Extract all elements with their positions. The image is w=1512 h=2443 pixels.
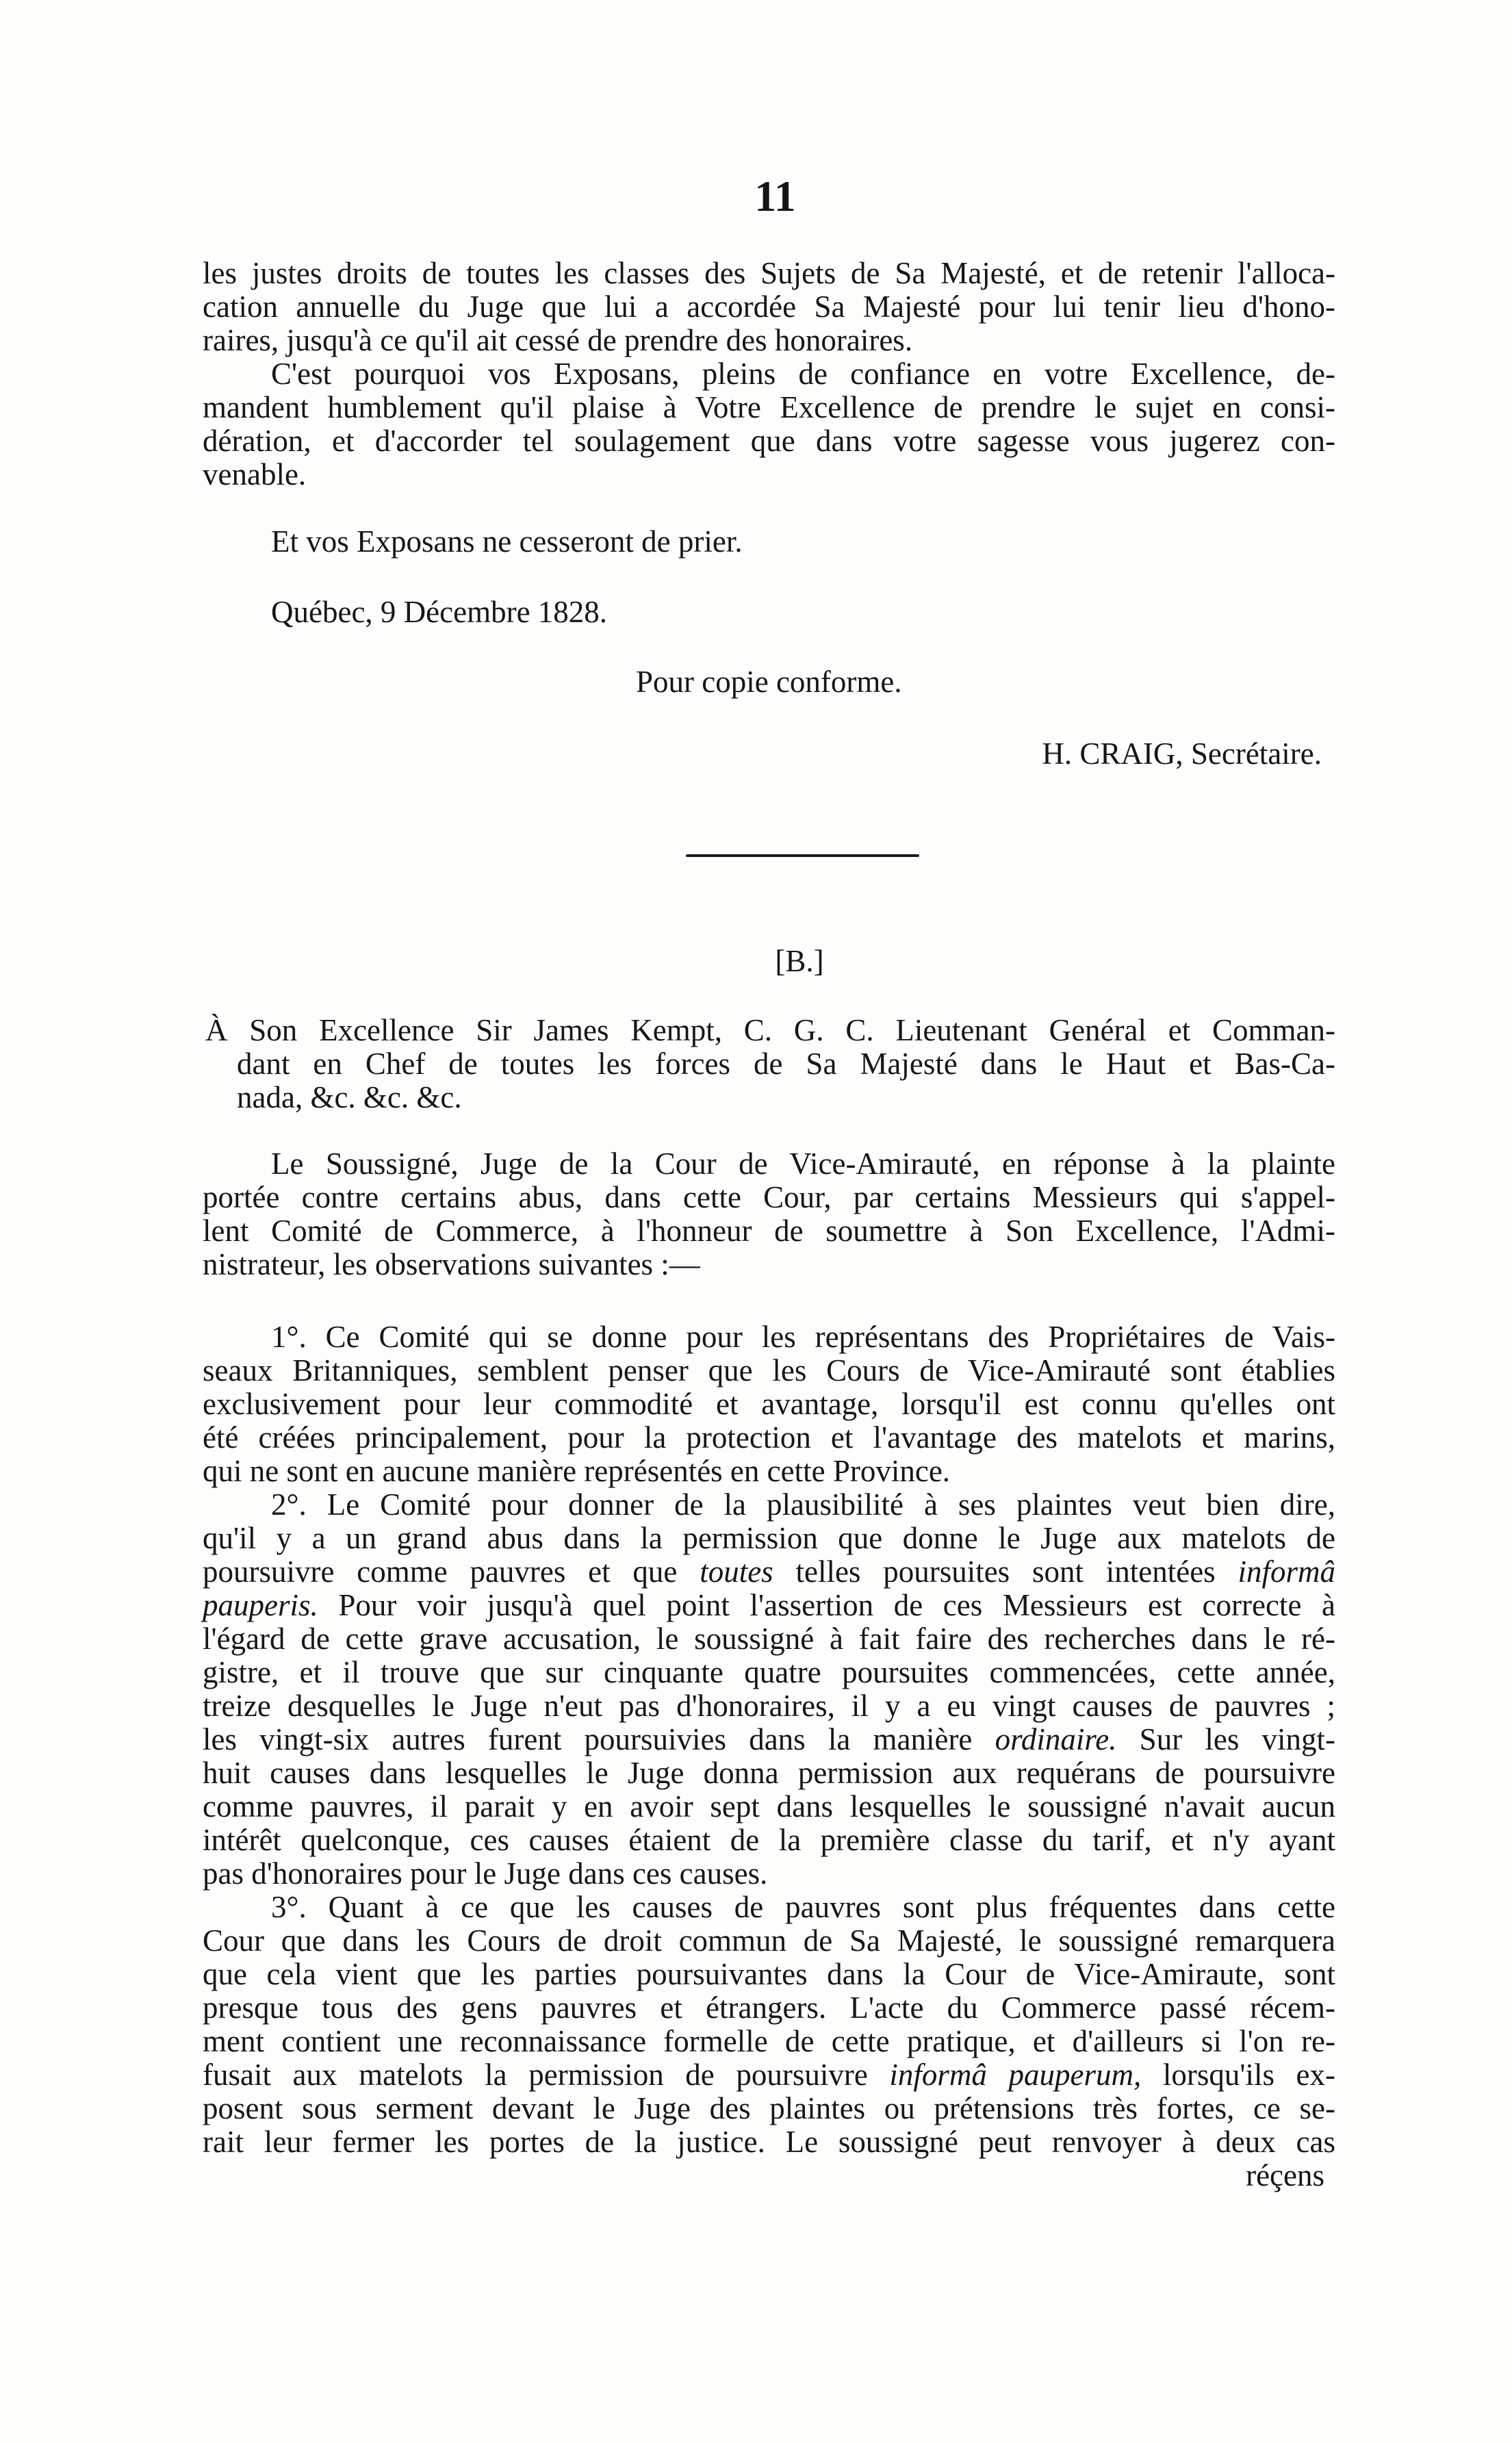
text-line: portée contre certains abus, dans cette Cour, par certains Messieurs qui s'appel-	[203, 1180, 1335, 1214]
text-line: comme pauvres, il parait y en avoir sept dans lesquelles le soussigné n'avait aucun	[203, 1789, 1335, 1824]
text-line: intérêt quelconque, ces causes étaient de la première classe du tarif, et n'y ayant	[203, 1823, 1335, 1857]
text-segment: fusait aux matelots la permission de poursuivre	[203, 2058, 890, 2092]
text-line: posent sous serment devant le Juge des plaintes ou prétensions très fortes, ce se-	[203, 2091, 1335, 2125]
text-segment: les vingt-six autres furent poursuivies dans la manière	[203, 1722, 995, 1756]
certification-line: Pour copie conforme.	[636, 665, 902, 699]
date-line: Québec, 9 Décembre 1828.	[271, 595, 608, 629]
text-segment: poursuivre comme pauvres et que	[203, 1555, 700, 1589]
text-line: gistre, et il trouve que sur cinquante quatre poursuites commencées, cette année,	[203, 1655, 1335, 1689]
text-line: nada, &c. &c. &c.	[237, 1080, 462, 1114]
text-line: qu'il y a un grand abus dans la permission que donne le Juge aux matelots de	[203, 1521, 1335, 1555]
text-line: dant en Chef de toutes les forces de Sa Majesté dans le Haut et Bas-Ca-	[237, 1047, 1335, 1081]
text-line	[203, 1723, 1335, 1756]
text-line: 1°. Ce Comité qui se donne pour les représentans des Propriétaires de Vais-	[271, 1320, 1335, 1354]
signature: H. CRAIG, Secrétaire.	[1042, 737, 1322, 771]
text-line: l'égard de cette grave accusation, le soussigné à fait faire des recherches dans le ré-	[203, 1622, 1335, 1656]
text-line	[203, 2058, 1335, 2092]
italic-latin-phrase: pauperis.	[203, 1588, 318, 1622]
observation-item-2	[203, 1488, 1335, 1891]
text-line: les justes droits de toutes les classes des Sujets de Sa Majesté, et de retenir l'alloca-	[203, 256, 1335, 290]
italic-latin-phrase: informâ pauperum,	[889, 2058, 1142, 2092]
italic-word: toutes	[700, 1555, 773, 1589]
text-line: treize desquelles le Juge n'eut pas d'honoraires, il y a eu vingt causes de pauvres ;	[203, 1689, 1335, 1723]
text-line: ment contient une reconnaissance formelle de cette pratique, et d'ailleurs si l'on re-	[203, 2024, 1335, 2058]
text-line: cation annuelle du Juge que lui a accordée Sa Majesté pour lui tenir lieu d'hono-	[203, 290, 1335, 324]
text-line: nistrateur, les observations suivantes :—	[203, 1247, 700, 1281]
petition-paragraph-2	[203, 357, 1335, 491]
petition-paragraph-1	[203, 257, 1335, 357]
text-line: 2°. Le Comité pour donner de la plausibilité à ses plaintes veut bien dire,	[271, 1487, 1335, 1522]
text-line: dération, et d'accorder tel soulagement que dans votre sagesse vous jugerez con-	[203, 424, 1335, 458]
catchword: réçens	[1246, 2158, 1324, 2192]
section-divider-rule	[686, 854, 919, 857]
text-line: À Son Excellence Sir James Kempt, C. G. C. Lieutenant Genéral et Comman-	[205, 1013, 1335, 1047]
text-line: venable.	[203, 457, 307, 491]
text-line: que cela vient que les parties poursuivantes dans la Cour de Vice-Amiraute, sont	[203, 1957, 1335, 1991]
text-line: pas d'honoraires pour le Juge dans ces causes.	[203, 1856, 768, 1891]
observation-item-3	[203, 1891, 1335, 2159]
text-segment: telles poursuites sont intentées	[773, 1555, 1238, 1589]
text-line: été créées principalement, pour la protection et l'avantage des matelots et marins,	[203, 1420, 1335, 1455]
text-line: Le Soussigné, Juge de la Cour de Vice-Amirauté, en réponse à la plainte	[271, 1147, 1335, 1181]
preamble-paragraph	[203, 1147, 1335, 1281]
text-line: raires, jusqu'à ce qu'il ait cessé de prendre des honoraires.	[203, 323, 913, 357]
text-line: presque tous des gens pauvres et étrangers. L'acte du Commerce passé récem-	[203, 1991, 1335, 2025]
text-line: huit causes dans lesquelles le Juge donna permission aux requérans de poursuivre	[203, 1756, 1335, 1790]
text-line: seaux Britanniques, semblent penser que les Cours de Vice-Amirauté sont établies	[203, 1353, 1335, 1387]
text-line: 3°. Quant à ce que les causes de pauvres sont plus fréquentes dans cette	[271, 1890, 1335, 1924]
italic-latin-phrase: informâ	[1238, 1555, 1335, 1589]
page-number: 11	[754, 172, 796, 220]
text-segment: Sur les vingt-	[1116, 1722, 1335, 1756]
text-column	[203, 257, 1335, 2192]
text-line	[203, 1589, 1335, 1622]
section-label: [B.]	[775, 944, 824, 978]
text-line: rait leur fermer les portes de la justice. Le soussigné peut renvoyer à deux cas	[203, 2125, 1335, 2159]
observation-item-1	[203, 1320, 1335, 1488]
closing-prayer: Et vos Exposans ne cesseront de prier.	[271, 524, 743, 559]
address-block	[203, 1014, 1335, 1114]
text-segment: Pour voir jusqu'à quel point l'assertion de ces Messieurs est correcte à	[318, 1588, 1335, 1622]
text-line: exclusivement pour leur commodité et avantage, lorsqu'il est connu qu'elles ont	[203, 1387, 1335, 1421]
text-segment: lorsqu'ils ex-	[1141, 2058, 1335, 2092]
text-line: qui ne sont en aucune manière représentés en cette Province.	[203, 1454, 951, 1488]
text-line	[203, 1555, 1335, 1589]
text-line: C'est pourquoi vos Exposans, pleins de confiance en votre Excellence, de-	[271, 357, 1335, 391]
text-line: Cour que dans les Cours de droit commun de Sa Majesté, le soussigné remarquera	[203, 1923, 1335, 1958]
text-line: mandent humblement qu'il plaise à Votre Excellence de prendre le sujet en consi-	[203, 390, 1335, 424]
text-line: lent Comité de Commerce, à l'honneur de soumettre à Son Excellence, l'Admi-	[203, 1214, 1335, 1248]
italic-word: ordinaire.	[995, 1722, 1117, 1756]
